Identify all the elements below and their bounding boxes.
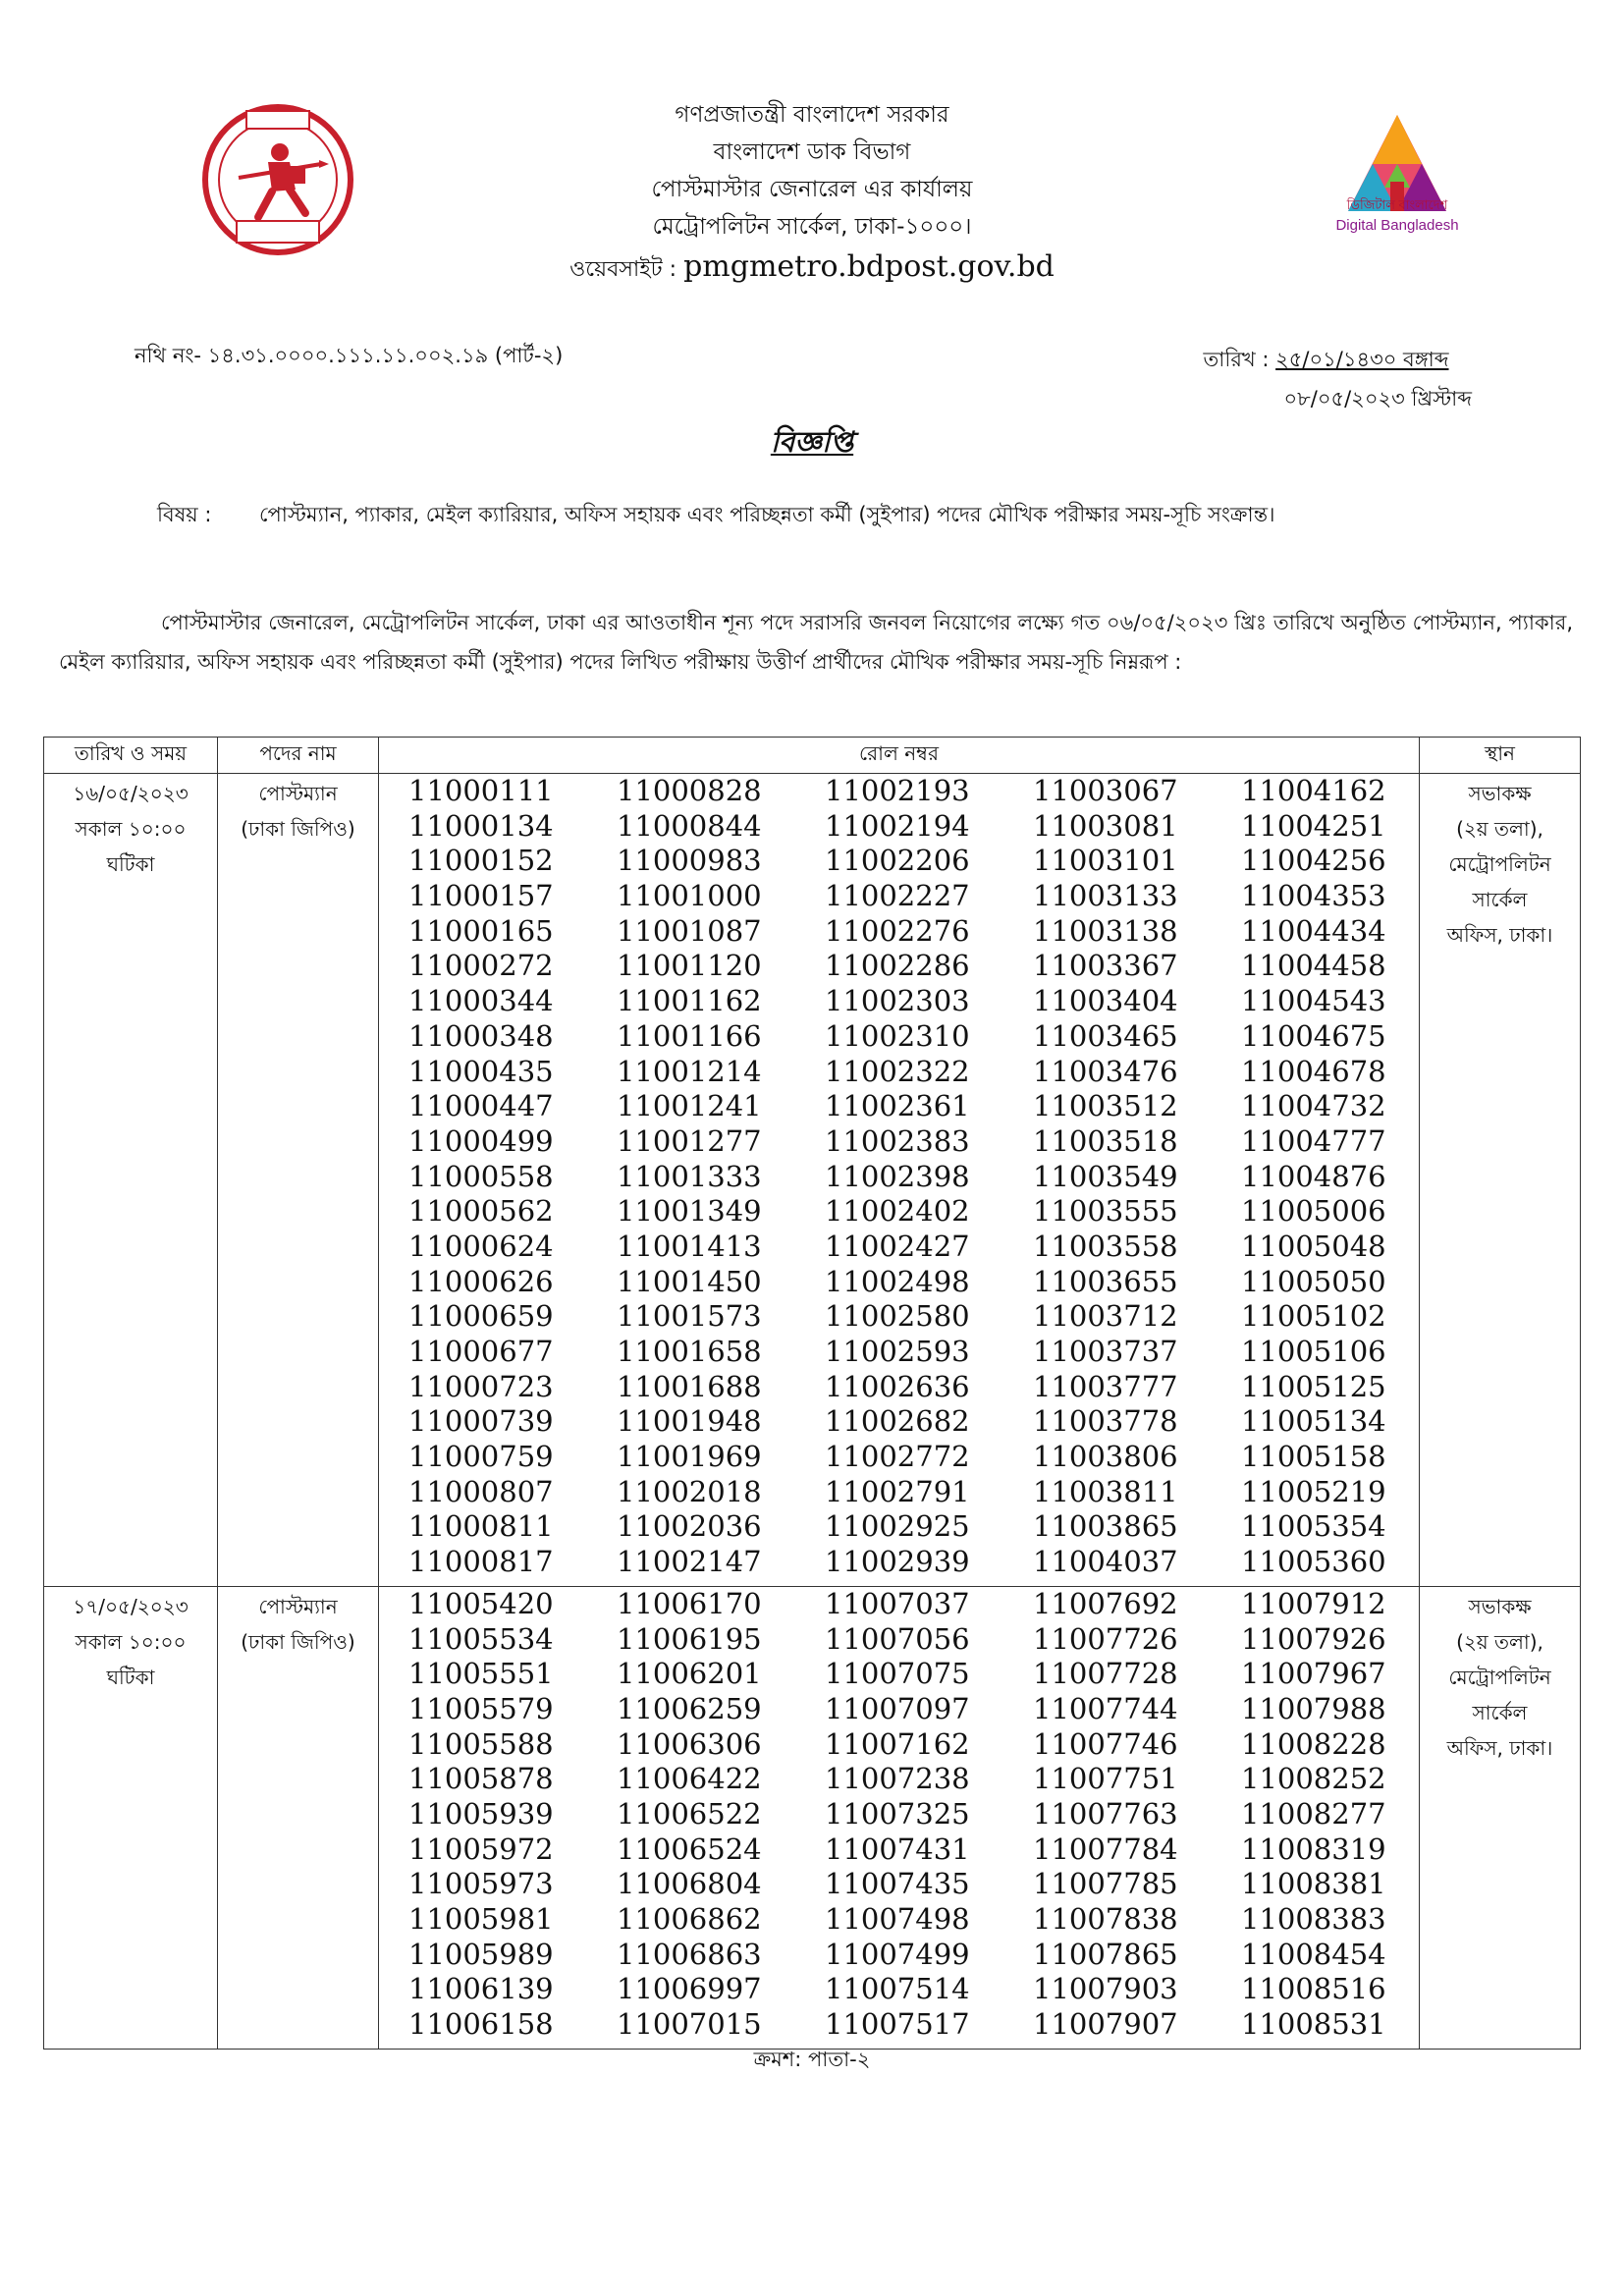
roll-number: 11007162 (825, 1726, 970, 1761)
row-date-time (44, 774, 218, 1587)
roll-number: 11003367 (1033, 949, 1178, 983)
roll-number: 11005981 (408, 1902, 554, 1936)
roll-number: 11004251 (1241, 808, 1386, 843)
roll-number: 11007746 (1033, 1726, 1178, 1761)
roll-number: 11000624 (408, 1229, 554, 1263)
roll-number: 11003133 (1033, 879, 1178, 913)
roll-number: 11007037 (825, 1586, 970, 1620)
roll-number: 11006524 (617, 1831, 762, 1866)
roll-number: 11004543 (1241, 984, 1386, 1018)
roll-number: 11002580 (825, 1299, 970, 1334)
roll-number: 11000844 (617, 808, 762, 843)
row-place-line: (২য় তলা), (1456, 1629, 1543, 1654)
roll-number: 11007097 (825, 1691, 970, 1725)
roll-number: 11000562 (408, 1194, 554, 1229)
roll-number: 11002402 (825, 1194, 970, 1229)
roll-number: 11002772 (825, 1440, 970, 1474)
roll-number: 11005420 (408, 1586, 554, 1620)
roll-number: 11003558 (1033, 1229, 1178, 1263)
roll-number: 11004732 (1241, 1089, 1386, 1123)
roll-number: 11005048 (1241, 1229, 1386, 1263)
roll-number: 11007056 (825, 1621, 970, 1656)
roll-number: 11006158 (408, 2007, 554, 2042)
roll-number: 11002206 (825, 844, 970, 878)
roll-number: 11006522 (617, 1796, 762, 1831)
roll-number: 11004458 (1241, 949, 1386, 983)
roll-number: 11003777 (1033, 1369, 1178, 1403)
roll-number: 11005354 (1241, 1509, 1386, 1544)
roll-number: 11001087 (617, 913, 762, 948)
roll-number: 11000558 (408, 1159, 554, 1193)
roll-number: 11005106 (1241, 1335, 1386, 1368)
roll-number: 11003549 (1033, 1159, 1178, 1193)
roll-number: 11003712 (1033, 1299, 1178, 1334)
roll-number: 11003404 (1033, 984, 1178, 1018)
roll-number: 11004675 (1241, 1018, 1386, 1053)
row-place-line: অফিস, ঢাকা। (1446, 1735, 1553, 1760)
row-roll-numbers (379, 1586, 1420, 2049)
subject-text: পোস্টম্যান, প্যাকার, মেইল ক্যারিয়ার, অফিস সহায়ক এবং পরিচ্ছন্নতা কর্মী (সুইপার) পদের মৌখিক পরীক্ষার সময়-সূচি সংক্রান্ত। (259, 503, 1275, 526)
website-label: ওয়েবসাইট : (569, 257, 677, 282)
roll-number: 11004353 (1241, 879, 1386, 913)
roll-number: 11007907 (1033, 2007, 1178, 2042)
row-time-unit: ঘটিকা (106, 1665, 155, 1689)
roll-number: 11001413 (617, 1229, 762, 1263)
roll-number: 11005588 (408, 1726, 554, 1761)
viva-schedule-table (43, 737, 1581, 2050)
roll-number: 11002310 (825, 1018, 970, 1053)
roll-grid (379, 774, 1419, 1580)
row-place-line: সভাকক্ষ (1468, 782, 1532, 805)
row-date: ১৬/০৫/২০২৩ (73, 782, 189, 805)
roll-number: 11002147 (617, 1545, 762, 1579)
roll-number: 11005134 (1241, 1404, 1386, 1439)
roll-number: 11008277 (1241, 1796, 1386, 1831)
roll-number: 11007431 (825, 1831, 970, 1866)
roll-number: 11002194 (825, 808, 970, 843)
roll-number: 11001658 (617, 1335, 762, 1368)
roll-number: 11001214 (617, 1054, 762, 1088)
roll-number: 11007517 (825, 2007, 970, 2042)
roll-number: 11003737 (1033, 1335, 1178, 1368)
digital-bangladesh-caption-en: Digital Bangladesh (1335, 217, 1459, 234)
roll-number: 11004162 (1241, 774, 1386, 807)
table-row (44, 1586, 1581, 2049)
roll-number: 11000659 (408, 1299, 554, 1334)
roll-number: 11006170 (617, 1586, 762, 1620)
roll-number: 11002791 (825, 1474, 970, 1508)
letterhead (0, 96, 1624, 292)
row-post-office: (ঢাকা জিপিও) (241, 817, 355, 841)
roll-number: 11002925 (825, 1509, 970, 1544)
roll-number: 11005989 (408, 1937, 554, 1971)
roll-number: 11003555 (1033, 1194, 1178, 1229)
roll-number: 11000817 (408, 1545, 554, 1579)
roll-number: 11007728 (1033, 1657, 1178, 1691)
notice-title: বিজ্ঞপ্তি (770, 425, 854, 459)
roll-number: 11006201 (617, 1657, 762, 1691)
row-post: পোস্টম্যান (258, 1594, 338, 1618)
roll-number: 11001166 (617, 1018, 762, 1053)
roll-number: 11003138 (1033, 913, 1178, 948)
roll-number: 11006997 (617, 1972, 762, 2006)
roll-number: 11003811 (1033, 1474, 1178, 1508)
memo-number: নথি নং- ১৪.৩১.০০০০.১১১.১১.০০২.১৯ (পার্ট-২) (135, 344, 564, 367)
roll-number: 11008383 (1241, 1902, 1386, 1936)
body-paragraph: পোস্টমাস্টার জেনারেল, মেট্রোপলিটন সার্কেল, ঢাকা এর আওতাধীন শূন্য পদে সরাসরি জনবল নিয়োগের লক্ষ্যে গত ০৬/০৫/২০২৩ খ্রিঃ তারিখে অনুষ্ঠিত পোস্টম্যান, প্যাকার, মেইল ক্যারিয়ার, অফিস সহায়ক এবং পরিচ্ছন্নতা কর্মী (সুইপার) পদের লিখিত পরীক্ষায় উত্তীর্ণ প্রার্থীদের মৌখিক পরীক্ষার সময়-সূচি নিম্নরূপ : (59, 611, 1573, 674)
header-roll-number: রোল নম্বর (379, 738, 1420, 774)
roll-number: 11001162 (617, 984, 762, 1018)
roll-number: 11002276 (825, 913, 970, 948)
roll-number: 11001241 (617, 1089, 762, 1123)
roll-number: 11005360 (1241, 1545, 1386, 1579)
roll-number: 11005050 (1241, 1264, 1386, 1298)
roll-number: 11002593 (825, 1335, 970, 1368)
roll-number: 11005125 (1241, 1369, 1386, 1403)
roll-number: 11000759 (408, 1440, 554, 1474)
roll-number: 11000165 (408, 913, 554, 948)
roll-number: 11001688 (617, 1369, 762, 1403)
roll-number: 11001450 (617, 1264, 762, 1298)
roll-number: 11000807 (408, 1474, 554, 1508)
roll-number: 11007435 (825, 1867, 970, 1901)
roll-number: 11001120 (617, 949, 762, 983)
govt-name: গণপ্রজাতন্ত্রী বাংলাদেশ সরকার (675, 102, 949, 128)
roll-number: 11008381 (1241, 1867, 1386, 1901)
subject-label: বিষয় : (157, 503, 212, 526)
roll-number: 11005534 (408, 1621, 554, 1656)
roll-number: 11002286 (825, 949, 970, 983)
roll-number: 11002398 (825, 1159, 970, 1193)
roll-number: 11006863 (617, 1937, 762, 1971)
roll-number: 11007499 (825, 1937, 970, 1971)
roll-number: 11004678 (1241, 1054, 1386, 1088)
roll-number: 11000344 (408, 984, 554, 1018)
roll-number: 11002682 (825, 1404, 970, 1439)
roll-number: 11000111 (408, 774, 554, 807)
roll-number: 11004777 (1241, 1123, 1386, 1158)
roll-number: 11003101 (1033, 844, 1178, 878)
roll-number: 11000348 (408, 1018, 554, 1053)
roll-number: 11006804 (617, 1867, 762, 1901)
roll-number: 11004037 (1033, 1545, 1178, 1579)
roll-number: 11001573 (617, 1299, 762, 1334)
roll-number: 11007325 (825, 1796, 970, 1831)
row-place-line: অফিস, ঢাকা। (1446, 923, 1553, 947)
roll-number: 11007514 (825, 1972, 970, 2006)
date-label: তারিখ : (1203, 348, 1270, 371)
roll-number: 11000499 (408, 1123, 554, 1158)
roll-number: 11008516 (1241, 1972, 1386, 2006)
header-place: স্থান (1420, 738, 1581, 774)
roll-number: 11007903 (1033, 1972, 1178, 2006)
roll-number: 11007784 (1033, 1831, 1178, 1866)
roll-number: 11005939 (408, 1796, 554, 1831)
roll-number: 11007926 (1241, 1621, 1386, 1656)
roll-number: 11005158 (1241, 1440, 1386, 1474)
table-row (44, 774, 1581, 1587)
row-post: পোস্টম্যান (258, 782, 338, 805)
roll-number: 11007912 (1241, 1586, 1386, 1620)
roll-number: 11000811 (408, 1509, 554, 1544)
roll-number: 11002018 (617, 1474, 762, 1508)
website-line (0, 246, 1624, 292)
row-post-name (218, 1586, 379, 2049)
roll-number: 11002636 (825, 1369, 970, 1403)
roll-number: 11007751 (1033, 1762, 1178, 1796)
date-english: ০৮/০৫/২০২৩ খ্রিস্টাব্দ (1283, 387, 1472, 410)
roll-number: 11002227 (825, 879, 970, 913)
roll-number: 11003806 (1033, 1440, 1178, 1474)
roll-number: 11001000 (617, 879, 762, 913)
roll-number: 11003778 (1033, 1404, 1178, 1439)
roll-number: 11000272 (408, 949, 554, 983)
row-time: সকাল ১০:০০ (75, 1629, 187, 1654)
row-place-line: (২য় তলা), (1456, 817, 1543, 841)
roll-number: 11005102 (1241, 1299, 1386, 1334)
roll-number: 11007763 (1033, 1796, 1178, 1831)
header-post-name: পদের নাম (218, 738, 379, 774)
row-place-line: সার্কেল (1472, 1700, 1528, 1724)
roll-number: 11005219 (1241, 1474, 1386, 1508)
roll-number: 11003067 (1033, 774, 1178, 807)
roll-number: 11008454 (1241, 1937, 1386, 1971)
roll-number: 11001277 (617, 1123, 762, 1158)
department-name: বাংলাদেশ ডাক বিভাগ (713, 139, 911, 165)
roll-number: 11000626 (408, 1264, 554, 1298)
roll-number: 11002939 (825, 1545, 970, 1579)
row-date: ১৭/০৫/২০২৩ (73, 1594, 189, 1618)
roll-number: 11003476 (1033, 1054, 1178, 1088)
row-place-line: মেট্রোপলিটন (1448, 852, 1551, 876)
row-place-line: মেট্রোপলিটন (1448, 1665, 1551, 1689)
roll-number: 11002427 (825, 1229, 970, 1263)
header-date-time: তারিখ ও সময় (44, 738, 218, 774)
roll-number: 11006862 (617, 1902, 762, 1936)
roll-number: 11003465 (1033, 1018, 1178, 1053)
row-date-time (44, 1586, 218, 2049)
roll-number: 11000723 (408, 1369, 554, 1403)
roll-number: 11004434 (1241, 913, 1386, 948)
roll-number: 11001349 (617, 1194, 762, 1229)
roll-number: 11006422 (617, 1762, 762, 1796)
row-time: সকাল ১০:০০ (75, 817, 187, 841)
roll-number: 11002383 (825, 1123, 970, 1158)
roll-number: 11007692 (1033, 1586, 1178, 1620)
continued-page-note: ক্রমশ: পাতা-২ (753, 2048, 871, 2071)
roll-number: 11004876 (1241, 1159, 1386, 1193)
roll-number: 11008252 (1241, 1762, 1386, 1796)
digital-bangladesh-caption-bn: ডিজিটাল বাংলাদেশ (1346, 197, 1448, 212)
roll-number: 11002036 (617, 1509, 762, 1544)
roll-number: 11000447 (408, 1089, 554, 1123)
roll-number: 11007744 (1033, 1691, 1178, 1725)
memo-date (1203, 340, 1472, 418)
roll-number: 11001969 (617, 1440, 762, 1474)
roll-number: 11007865 (1033, 1937, 1178, 1971)
date-bangla: ২৫/০১/১৪৩০ বঙ্গাব্দ (1275, 348, 1449, 371)
row-place-line: সভাকক্ষ (1468, 1594, 1532, 1618)
roll-number: 11008531 (1241, 2007, 1386, 2042)
roll-number: 11007967 (1241, 1657, 1386, 1691)
roll-number: 11001333 (617, 1159, 762, 1193)
website-url: pmgmetro.bdpost.gov.bd (683, 249, 1055, 284)
roll-number: 11006139 (408, 1972, 554, 2006)
roll-number: 11000828 (617, 774, 762, 807)
roll-number: 11005972 (408, 1831, 554, 1866)
roll-number: 11007498 (825, 1902, 970, 1936)
roll-number: 11007075 (825, 1657, 970, 1691)
roll-number: 11006306 (617, 1726, 762, 1761)
roll-number: 11000983 (617, 844, 762, 878)
roll-number: 11000435 (408, 1054, 554, 1088)
office-name: পোস্টমাস্টার জেনারেল এর কার্যালয় (651, 177, 973, 202)
row-post-office: (ঢাকা জিপিও) (241, 1629, 355, 1654)
roll-grid (379, 1587, 1419, 2043)
roll-number: 11002193 (825, 774, 970, 807)
roll-number: 11007785 (1033, 1867, 1178, 1901)
row-time-unit: ঘটিকা (106, 852, 155, 876)
roll-number: 11005579 (408, 1691, 554, 1725)
roll-number: 11006195 (617, 1621, 762, 1656)
roll-number: 11003081 (1033, 808, 1178, 843)
roll-number: 11007988 (1241, 1691, 1386, 1725)
roll-number: 11007238 (825, 1762, 970, 1796)
office-address: মেট্রোপলিটন সার্কেল, ঢাকা-১০০০। (652, 214, 972, 240)
roll-number: 11005878 (408, 1762, 554, 1796)
subject-line (157, 499, 1591, 533)
roll-number: 11000157 (408, 879, 554, 913)
roll-number: 11004256 (1241, 844, 1386, 878)
roll-number: 11001948 (617, 1404, 762, 1439)
roll-number: 11005551 (408, 1657, 554, 1691)
roll-number: 11007015 (617, 2007, 762, 2042)
roll-number: 11006259 (617, 1691, 762, 1725)
roll-number: 11002361 (825, 1089, 970, 1123)
row-post-name (218, 774, 379, 1587)
roll-number: 11003655 (1033, 1264, 1178, 1298)
roll-number: 11007726 (1033, 1621, 1178, 1656)
roll-number: 11000134 (408, 808, 554, 843)
roll-number: 11002303 (825, 984, 970, 1018)
roll-number: 11003865 (1033, 1509, 1178, 1544)
roll-number: 11002322 (825, 1054, 970, 1088)
roll-number: 11007838 (1033, 1902, 1178, 1936)
row-place-line: সার্কেল (1472, 888, 1528, 911)
row-roll-numbers (379, 774, 1420, 1587)
table-header-row (44, 738, 1581, 774)
roll-number: 11008319 (1241, 1831, 1386, 1866)
roll-number: 11003518 (1033, 1123, 1178, 1158)
roll-number: 11008228 (1241, 1726, 1386, 1761)
roll-number: 11005973 (408, 1867, 554, 1901)
roll-number: 11002498 (825, 1264, 970, 1298)
roll-number: 11000739 (408, 1404, 554, 1439)
roll-number: 11000152 (408, 844, 554, 878)
roll-number: 11000677 (408, 1335, 554, 1368)
roll-number: 11003512 (1033, 1089, 1178, 1123)
roll-number: 11005006 (1241, 1194, 1386, 1229)
